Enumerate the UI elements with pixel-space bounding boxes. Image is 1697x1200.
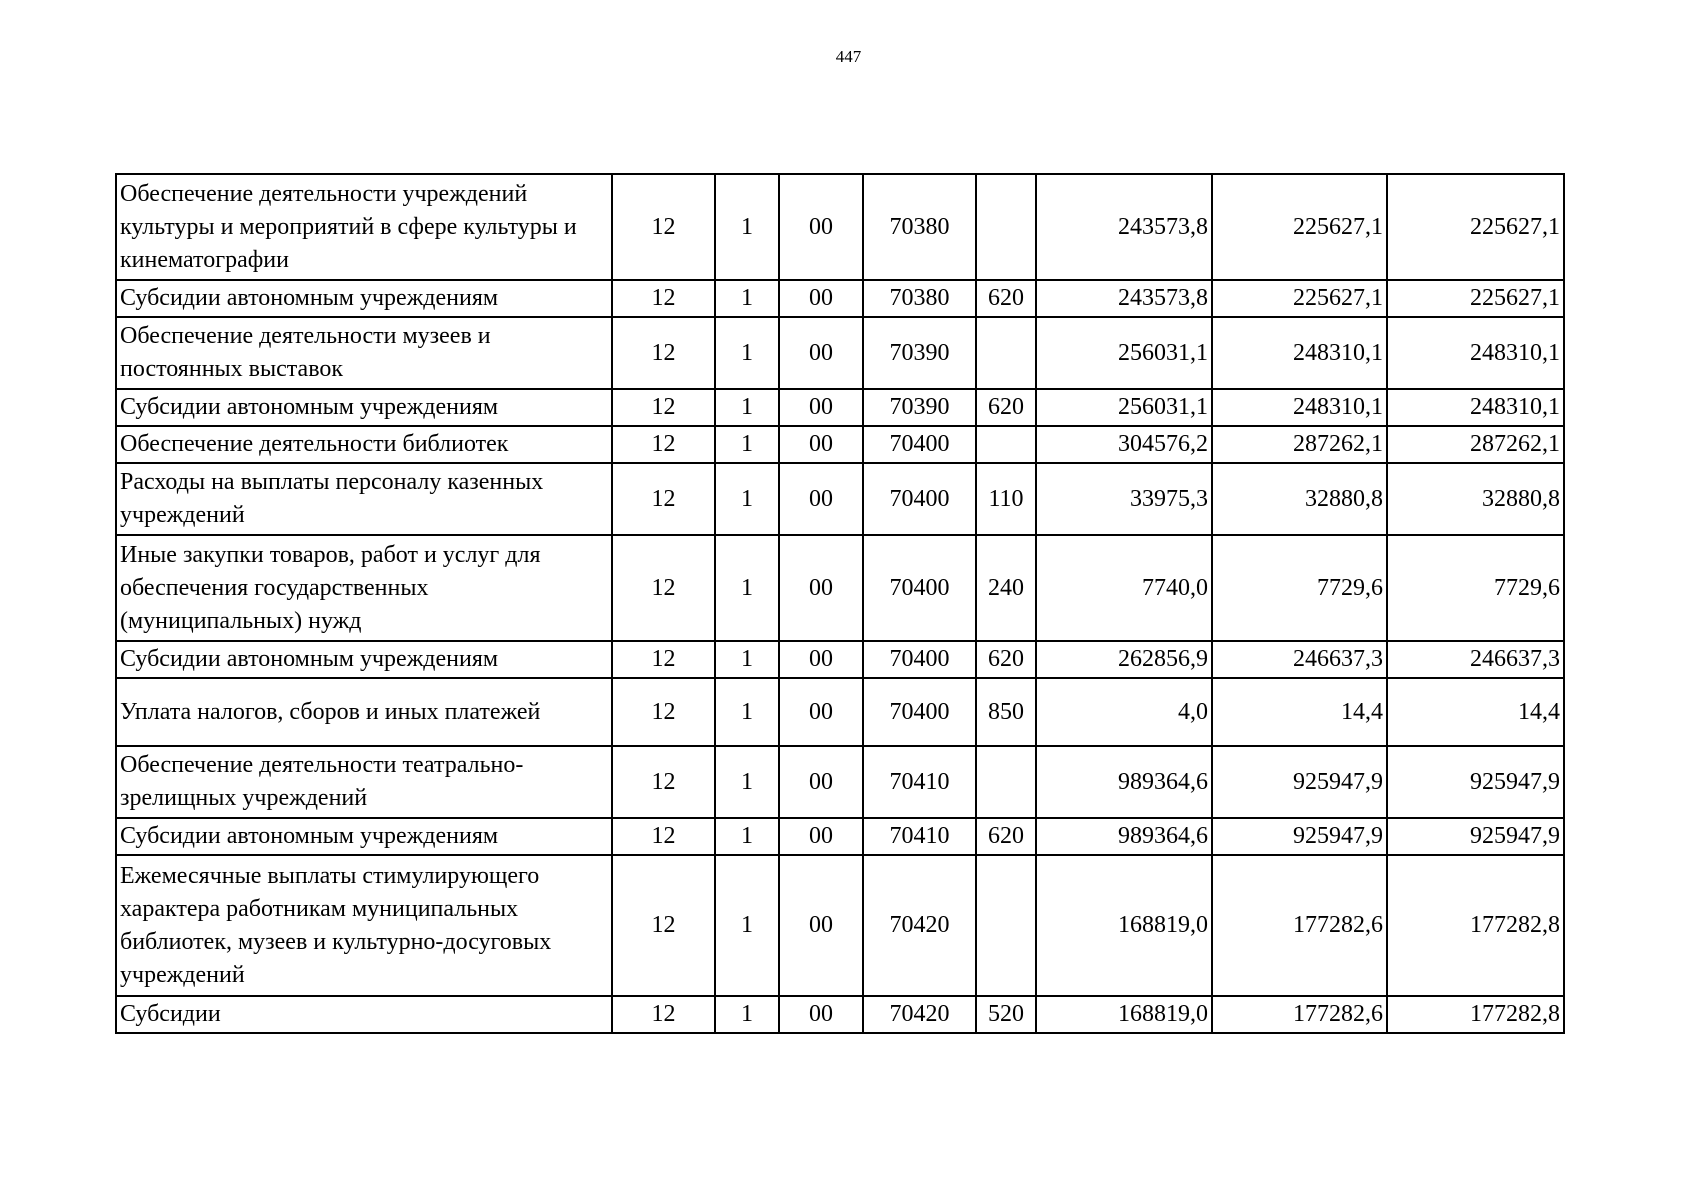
code-expense-type: 620	[976, 818, 1036, 855]
code-section: 12	[612, 426, 715, 463]
code-expense-type: 110	[976, 463, 1036, 535]
code-expense-type	[976, 317, 1036, 389]
row-name: Субсидии автономным учреждениям	[116, 818, 612, 855]
code-program: 1	[715, 280, 779, 317]
code-direction: 70400	[863, 535, 976, 641]
code-section: 12	[612, 818, 715, 855]
code-subprogram: 00	[779, 463, 863, 535]
value-year-1: 4,0	[1036, 678, 1212, 746]
page-number: 447	[835, 47, 862, 66]
row-name: Обеспечение деятельности музеев и постоянных выставок	[116, 317, 612, 389]
table-row	[116, 818, 1564, 855]
code-program: 1	[715, 996, 779, 1033]
code-direction: 70390	[863, 389, 976, 426]
value-year-3: 225627,1	[1387, 174, 1564, 280]
code-program: 1	[715, 818, 779, 855]
row-name: Уплата налогов, сборов и иных платежей	[116, 678, 612, 746]
table-row	[116, 678, 1564, 746]
code-expense-type: 620	[976, 280, 1036, 317]
code-expense-type	[976, 426, 1036, 463]
code-direction: 70400	[863, 641, 976, 678]
code-expense-type: 620	[976, 641, 1036, 678]
row-name: Обеспечение деятельности учреждений культуры и мероприятий в сфере культуры и кинематографии	[116, 174, 612, 280]
table-row	[116, 317, 1564, 389]
code-subprogram: 00	[779, 317, 863, 389]
code-subprogram: 00	[779, 641, 863, 678]
value-year-3: 248310,1	[1387, 389, 1564, 426]
value-year-1: 168819,0	[1036, 855, 1212, 996]
code-expense-type	[976, 746, 1036, 818]
code-section: 12	[612, 389, 715, 426]
row-name: Обеспечение деятельности театрально-зрелищных учреждений	[116, 746, 612, 818]
code-direction: 70400	[863, 463, 976, 535]
code-direction: 70400	[863, 678, 976, 746]
code-direction: 70420	[863, 996, 976, 1033]
code-subprogram: 00	[779, 535, 863, 641]
table-row	[116, 463, 1564, 535]
value-year-3: 177282,8	[1387, 855, 1564, 996]
code-expense-type: 240	[976, 535, 1036, 641]
code-expense-type: 520	[976, 996, 1036, 1033]
code-subprogram: 00	[779, 818, 863, 855]
code-section: 12	[612, 317, 715, 389]
code-section: 12	[612, 174, 715, 280]
code-section: 12	[612, 535, 715, 641]
value-year-1: 304576,2	[1036, 426, 1212, 463]
code-direction: 70410	[863, 746, 976, 818]
code-section: 12	[612, 678, 715, 746]
value-year-1: 262856,9	[1036, 641, 1212, 678]
value-year-2: 225627,1	[1212, 280, 1387, 317]
value-year-2: 225627,1	[1212, 174, 1387, 280]
code-expense-type: 850	[976, 678, 1036, 746]
code-subprogram: 00	[779, 996, 863, 1033]
code-program: 1	[715, 426, 779, 463]
value-year-2: 177282,6	[1212, 855, 1387, 996]
code-section: 12	[612, 641, 715, 678]
code-subprogram: 00	[779, 389, 863, 426]
code-direction: 70410	[863, 818, 976, 855]
value-year-2: 248310,1	[1212, 317, 1387, 389]
code-section: 12	[612, 855, 715, 996]
code-expense-type	[976, 855, 1036, 996]
table-row	[116, 426, 1564, 463]
value-year-2: 246637,3	[1212, 641, 1387, 678]
code-program: 1	[715, 317, 779, 389]
value-year-2: 177282,6	[1212, 996, 1387, 1033]
value-year-3: 248310,1	[1387, 317, 1564, 389]
code-program: 1	[715, 535, 779, 641]
code-direction: 70390	[863, 317, 976, 389]
value-year-2: 32880,8	[1212, 463, 1387, 535]
value-year-1: 168819,0	[1036, 996, 1212, 1033]
code-subprogram: 00	[779, 678, 863, 746]
code-section: 12	[612, 996, 715, 1033]
code-direction: 70400	[863, 426, 976, 463]
value-year-1: 243573,8	[1036, 280, 1212, 317]
value-year-3: 925947,9	[1387, 818, 1564, 855]
row-name: Субсидии автономным учреждениям	[116, 389, 612, 426]
value-year-1: 243573,8	[1036, 174, 1212, 280]
code-program: 1	[715, 678, 779, 746]
value-year-1: 989364,6	[1036, 818, 1212, 855]
code-subprogram: 00	[779, 746, 863, 818]
value-year-2: 287262,1	[1212, 426, 1387, 463]
value-year-2: 248310,1	[1212, 389, 1387, 426]
value-year-2: 925947,9	[1212, 818, 1387, 855]
table-row	[116, 389, 1564, 426]
row-name: Субсидии автономным учреждениям	[116, 280, 612, 317]
value-year-3: 14,4	[1387, 678, 1564, 746]
code-program: 1	[715, 389, 779, 426]
code-subprogram: 00	[779, 280, 863, 317]
code-expense-type: 620	[976, 389, 1036, 426]
value-year-2: 14,4	[1212, 678, 1387, 746]
table-row	[116, 535, 1564, 641]
value-year-3: 225627,1	[1387, 280, 1564, 317]
table-row	[116, 641, 1564, 678]
code-section: 12	[612, 746, 715, 818]
code-program: 1	[715, 855, 779, 996]
code-expense-type	[976, 174, 1036, 280]
value-year-3: 177282,8	[1387, 996, 1564, 1033]
row-name: Субсидии автономным учреждениям	[116, 641, 612, 678]
code-direction: 70380	[863, 174, 976, 280]
value-year-3: 246637,3	[1387, 641, 1564, 678]
code-program: 1	[715, 746, 779, 818]
value-year-2: 7729,6	[1212, 535, 1387, 641]
code-subprogram: 00	[779, 426, 863, 463]
code-subprogram: 00	[779, 174, 863, 280]
row-name: Расходы на выплаты персоналу казенных учреждений	[116, 463, 612, 535]
value-year-1: 989364,6	[1036, 746, 1212, 818]
code-direction: 70420	[863, 855, 976, 996]
value-year-3: 32880,8	[1387, 463, 1564, 535]
value-year-1: 7740,0	[1036, 535, 1212, 641]
code-section: 12	[612, 280, 715, 317]
table-row	[116, 280, 1564, 317]
row-name: Обеспечение деятельности библиотек	[116, 426, 612, 463]
code-program: 1	[715, 641, 779, 678]
value-year-3: 7729,6	[1387, 535, 1564, 641]
value-year-1: 256031,1	[1036, 317, 1212, 389]
budget-table	[115, 173, 1565, 1034]
code-program: 1	[715, 463, 779, 535]
table-row	[116, 746, 1564, 818]
value-year-2: 925947,9	[1212, 746, 1387, 818]
table-row	[116, 996, 1564, 1033]
row-name: Субсидии	[116, 996, 612, 1033]
row-name: Ежемесячные выплаты стимулирующего характера работникам муниципальных библиотек, музеев и культурно-досуговых учреждений	[116, 855, 612, 996]
code-direction: 70380	[863, 280, 976, 317]
code-section: 12	[612, 463, 715, 535]
value-year-3: 287262,1	[1387, 426, 1564, 463]
code-subprogram: 00	[779, 855, 863, 996]
code-program: 1	[715, 174, 779, 280]
table-row	[116, 855, 1564, 996]
table-row	[116, 174, 1564, 280]
value-year-3: 925947,9	[1387, 746, 1564, 818]
value-year-1: 33975,3	[1036, 463, 1212, 535]
row-name: Иные закупки товаров, работ и услуг для обеспечения государственных (муниципальных) нужд	[116, 535, 612, 641]
value-year-1: 256031,1	[1036, 389, 1212, 426]
